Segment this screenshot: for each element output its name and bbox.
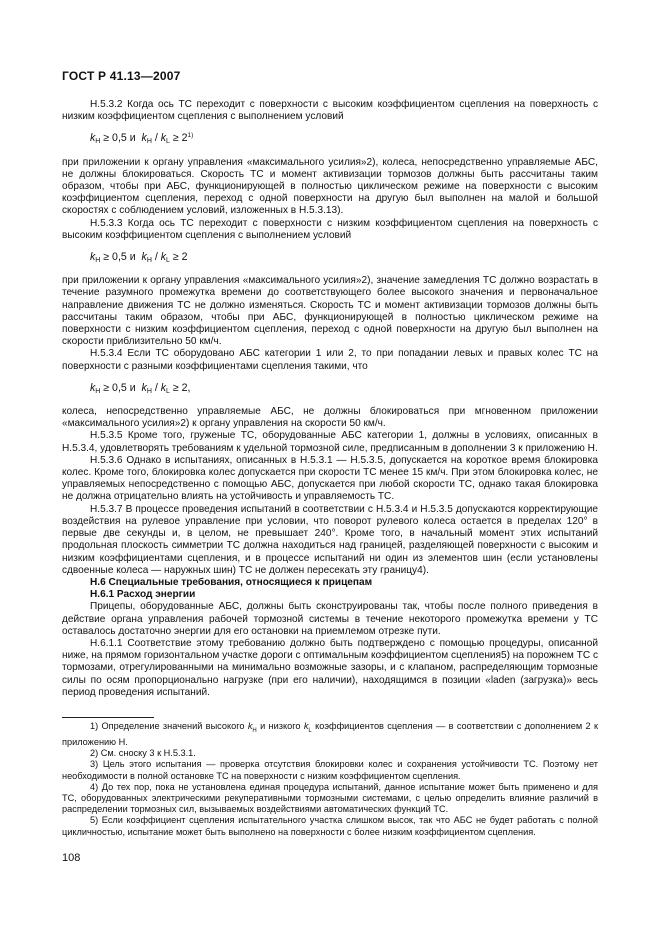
paragraph-p6: колеса, непосредственно управляемые АБС, не должны блокироваться при мгновенном приложении «максимального усилия»2) к органу управления на скорости 50 км/ч. xyxy=(62,406,598,430)
footnote-4: 4) До тех пор, пока не установлена единая процедура испытаний, данное испытание может быть применено и для ТС, оборудованных электрическими рекуперативными тормозными системами, с целью определить влияние различий в распределении тормозных сил, вызываемых воздействиями автоматических функций ТС. xyxy=(62,781,598,815)
section-heading-h6: Н.6 Специальные требования, относящиеся к прицепам xyxy=(90,576,373,588)
footnote-1: 1) Определение значений высокого $k_H$ и низкого $k_L$ коэффициентов сцепления — в соответствии с дополнением 2 к приложению Н. xyxy=(62,720,598,747)
paragraph-h5-3-2: Н.5.3.2 Когда ось ТС переходит с поверхности с высоким коэффициентом сцепления на поверхность с низким коэффициентом сцепления с выполнением условий xyxy=(62,99,598,123)
footnotes xyxy=(62,721,598,838)
formula-3: $k_H \ge 0,5$ и $k_H / k_L \ge 2$, xyxy=(90,381,191,395)
document-body xyxy=(62,99,598,838)
paragraph-h5-3-6: Н.5.3.6 Однако в испытаниях, описанных в Н.5.3.1 — Н.5.3.5, допускается на короткое время блокировка колес. Кроме того, блокировка колес допускается при скорости ТС менее 15 км/ч. При этом блокировка колес, не управляемых непосредственно с помощью АБС, допускается при любой скорости ТС, однако такая блокировка не должна отрицательно влиять на устойчивость и управляемость ТС. xyxy=(62,454,598,503)
paragraph-p4: при приложении к органу управления «максимального усилия»2), значение замедления ТС должно возрастать в течение разумного промежутка времени до соответствующего более высокого значения и первоначальное направление движения ТС не должно изменяться. Скорость ТС и момент активизации тормозов должны быть рассчитаны таким образом, чтобы при АБС, функционирующей в полностью циклическом режиме на поверхности с низким коэффициентом сцепления, переход с одной поверхности на другую был выполнен на скорости приблизительно 50 км/ч. xyxy=(62,275,598,348)
document-header: ГОСТ Р 41.13—2007 xyxy=(62,69,181,83)
paragraph-h5-3-5: Н.5.3.5 Кроме того, груженые ТС, оборудованные АБС категории 1, должны в условиях, описанных в Н.5.3.4, удовлетворять требованиям к удельной тормозной силе, предписанным в дополнении 3 к приложению Н. xyxy=(62,430,598,454)
paragraph-h5-3-7: Н.5.3.7 В процессе проведения испытаний в соответствии с Н.5.3.4 и Н.5.3.5 допускаются корректирующие воздействия на рулевое управление при условии, что поворот рулевого колеса остается в пределах 120° в первые две секунды и, в целом, не превышает 240°. Кроме того, в начальный момент этих испытаний продольная плоскость симметрии ТС должна находиться над границей, разделяющей поверхности с высоким и низким коэффициентами сцепления, и в процессе испытаний ни один из элементов шин (если установлены сдвоенные колеса — наружных шин) ТС не должен пересекать эту границу4). xyxy=(62,503,598,576)
footnote-divider xyxy=(62,717,154,718)
paragraph-h5-3-4: Н.5.3.4 Если ТС оборудовано АБС категории 1 или 2, то при попадании левых и правых колес ТС на поверхности с разными коэффициентами сцепления такими, что xyxy=(62,348,598,372)
section-heading-h6-1: Н.6.1 Расход энергии xyxy=(90,589,196,601)
footnote-3: 3) Цель этого испытания — проверка отсутствия блокировки колес и сохранения устойчивости ТС. Поэтому нет необходимости в полной остановке ТС на поверхности с низким коэффициентом сцепления. xyxy=(62,759,598,781)
paragraph-h6-1-1: Н.6.1.1 Соответствие этому требованию должно быть подтверждено с помощью процедуры, описанной ниже, на прямом горизонтальном участке дороги с оптимальным коэффициентом сцепления5) на порожнем ТС с тормозами, отрегулированными на минимально возможные зазоры, и с клапаном, распределяющим тормозные силы по осям пропорционально нагрузке (при его наличии), находящимся в позиции «laden (загрузка)» весь период проведения испытаний. xyxy=(62,637,598,698)
formula-2: $k_H \ge 0,5$ и $k_H / k_L \ge 2$ xyxy=(90,251,188,265)
footnote-5: 5) Если коэффициент сцепления испытательного участка слишком высок, так что АБС не будет работать с полной цикличностью, испытание может быть выполнено на поверхности с более низким коэффициентом сцепления. xyxy=(62,815,598,837)
paragraph-p2: при приложении к органу управления «максимального усилия»2), колеса, непосредственно управляемые АБС, не должны блокироваться. Скорость ТС и момент активизации тормозов должны быть рассчитаны таким образом, чтобы при АБС, функционирующей в полностью циклическом режиме на поверхности с высоким коэффициентом сцепления, переход с одной поверхности на другую был выполнен на малой и большой скоростях с соблюдением условий, изложенных в Н.5.3.13). xyxy=(62,156,598,217)
page-number: 108 xyxy=(62,852,81,864)
paragraph-h5-3-3: Н.5.3.3 Когда ось ТС переходит с поверхности с низким коэффициентом сцепления на поверхность с высоким коэффициентом сцепления с выполнением условий xyxy=(62,217,598,241)
paragraph-h6-1: Прицепы, оборудованные АБС, должны быть сконструированы так, чтобы после полного приведения в действие органа управления рабочей тормозной системы в течение некоторого промежутка времени у ТС оставалось достаточно энергии для его остановки на приемлемом отрезке пути. xyxy=(62,601,598,637)
footnote-2: 2) См. сноску 3 к Н.5.3.1. xyxy=(90,748,196,759)
formula-1: $k_H \ge 0,5$ и $k_H / k_L \ge 2^{1)}$ xyxy=(90,132,194,146)
